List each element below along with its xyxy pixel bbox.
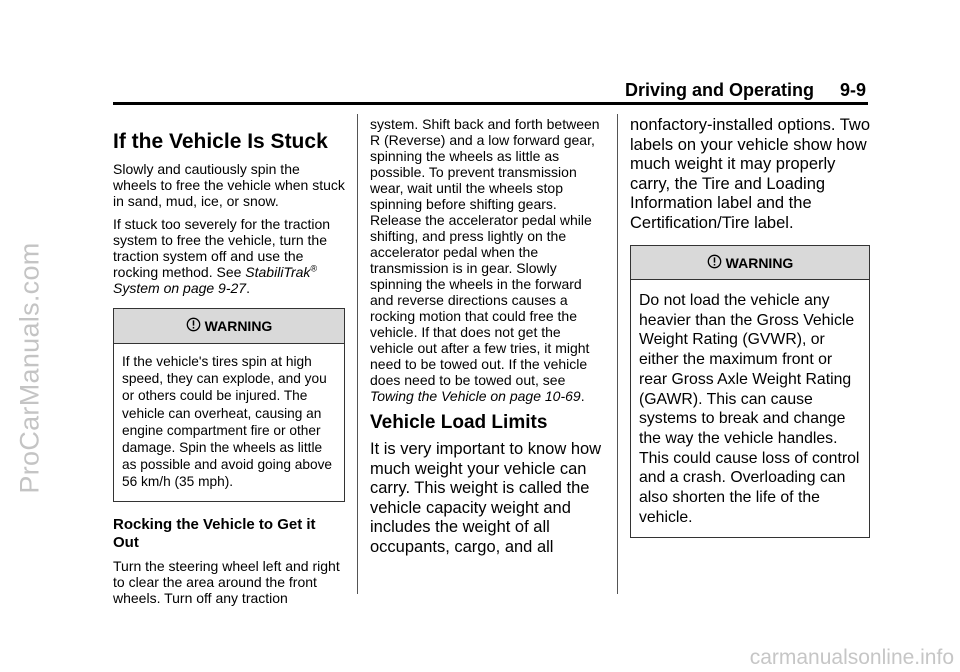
warning-text: Do not load the vehicle any heavier than the Gross Vehicle Weight Rating (GVWR), or either the maximum front or rear Gross Axle Weight Rating (GAWR). This can cause systems to break and change the way the vehicle handles. This could cause loss of control and a crash. Overloading can also shorten the life of the vehicle.	[639, 292, 860, 526]
warning-label: WARNING	[725, 254, 794, 271]
paragraph-load-limits: It is very important to know how much weight your vehicle can carry. This weight is called the vehicle capacity weight and includes the weight of all occupants, cargo, and all	[370, 440, 602, 556]
warning-label: WARNING	[204, 318, 273, 334]
section-heading-load-limits: Vehicle Load Limits	[370, 412, 548, 433]
section-heading-stuck: If the Vehicle Is Stuck	[113, 130, 328, 153]
section-title: Driving and Operating	[624, 80, 814, 100]
paragraph-stuck-severely	[113, 216, 345, 296]
warning-box-overloading	[630, 245, 870, 538]
warning-icon	[707, 254, 722, 272]
page-number: 9-9	[839, 80, 866, 100]
warning-box-tire-spin	[113, 308, 345, 502]
paragraph-nonfactory-options: nonfactory-installed options. Two labels on your vehicle show how much weight it may properly carry, the Tire and Loading Information label and the Certification/Tire label.	[630, 116, 870, 232]
ref-text: StabiliTrak	[245, 264, 311, 280]
text-segment: If stuck too severely for the traction system to free the vehicle, turn the traction system off and use the rocking method. See	[113, 216, 331, 280]
paragraph-spin-wheels: Slowly and cautiously spin the wheels to free the vehicle when stuck in sand, mud, ice, or snow.	[113, 161, 345, 209]
registered-mark: ®	[310, 263, 318, 274]
ref-text-page: System on page 9-27	[113, 280, 247, 296]
bottom-watermark: carmanualsonline.info	[749, 646, 954, 669]
header-rule	[113, 102, 868, 105]
side-watermark-text: ProCarManuals.com	[14, 242, 45, 494]
column-3	[630, 116, 870, 552]
text-segment: system. Shift back and forth between R (Reverse) and a low forward gear, spinning the wheels as little as possible. To prevent transmission wear, wait until the wheels stop spinning before shifting gears. Release the accelerator pedal while shifting, and press lightly on the accelerator pedal when the transmission is in gear. Slowly spinning the wheels in the forward and reverse directions causes a rocking motion that could free the vehicle. If that does not get the vehicle out after a few tries, it might need to be towed out. If the vehicle does need to be towed out, see	[370, 116, 600, 388]
warning-icon	[186, 317, 201, 335]
column-2	[370, 116, 602, 564]
cross-reference-towing[interactable]: Towing the Vehicle on page 10-69	[370, 388, 581, 404]
column-1	[113, 116, 345, 613]
column-divider-2	[617, 114, 618, 594]
warning-header	[631, 246, 869, 280]
warning-header	[114, 309, 344, 344]
subheading-rocking: Rocking the Vehicle to Get it Out	[113, 515, 316, 551]
running-head	[625, 80, 866, 101]
paragraph-shift-back-forth	[370, 116, 602, 404]
warning-text: If the vehicle's tires spin at high speed, they can explode, and you or others could be injured. The vehicle can overheat, causing an engine compartment fire or other damage. Spin the wheels as little as possible and avoid going above 56 km/h (35 mph).	[122, 354, 333, 490]
side-watermark	[10, 88, 50, 648]
paragraph-steering-wheel: Turn the steering wheel left and right to clear the area around the front wheels. Turn off any traction	[113, 557, 340, 606]
text-segment: .	[246, 280, 250, 296]
text-segment: .	[580, 388, 585, 404]
column-divider-1	[357, 114, 358, 594]
